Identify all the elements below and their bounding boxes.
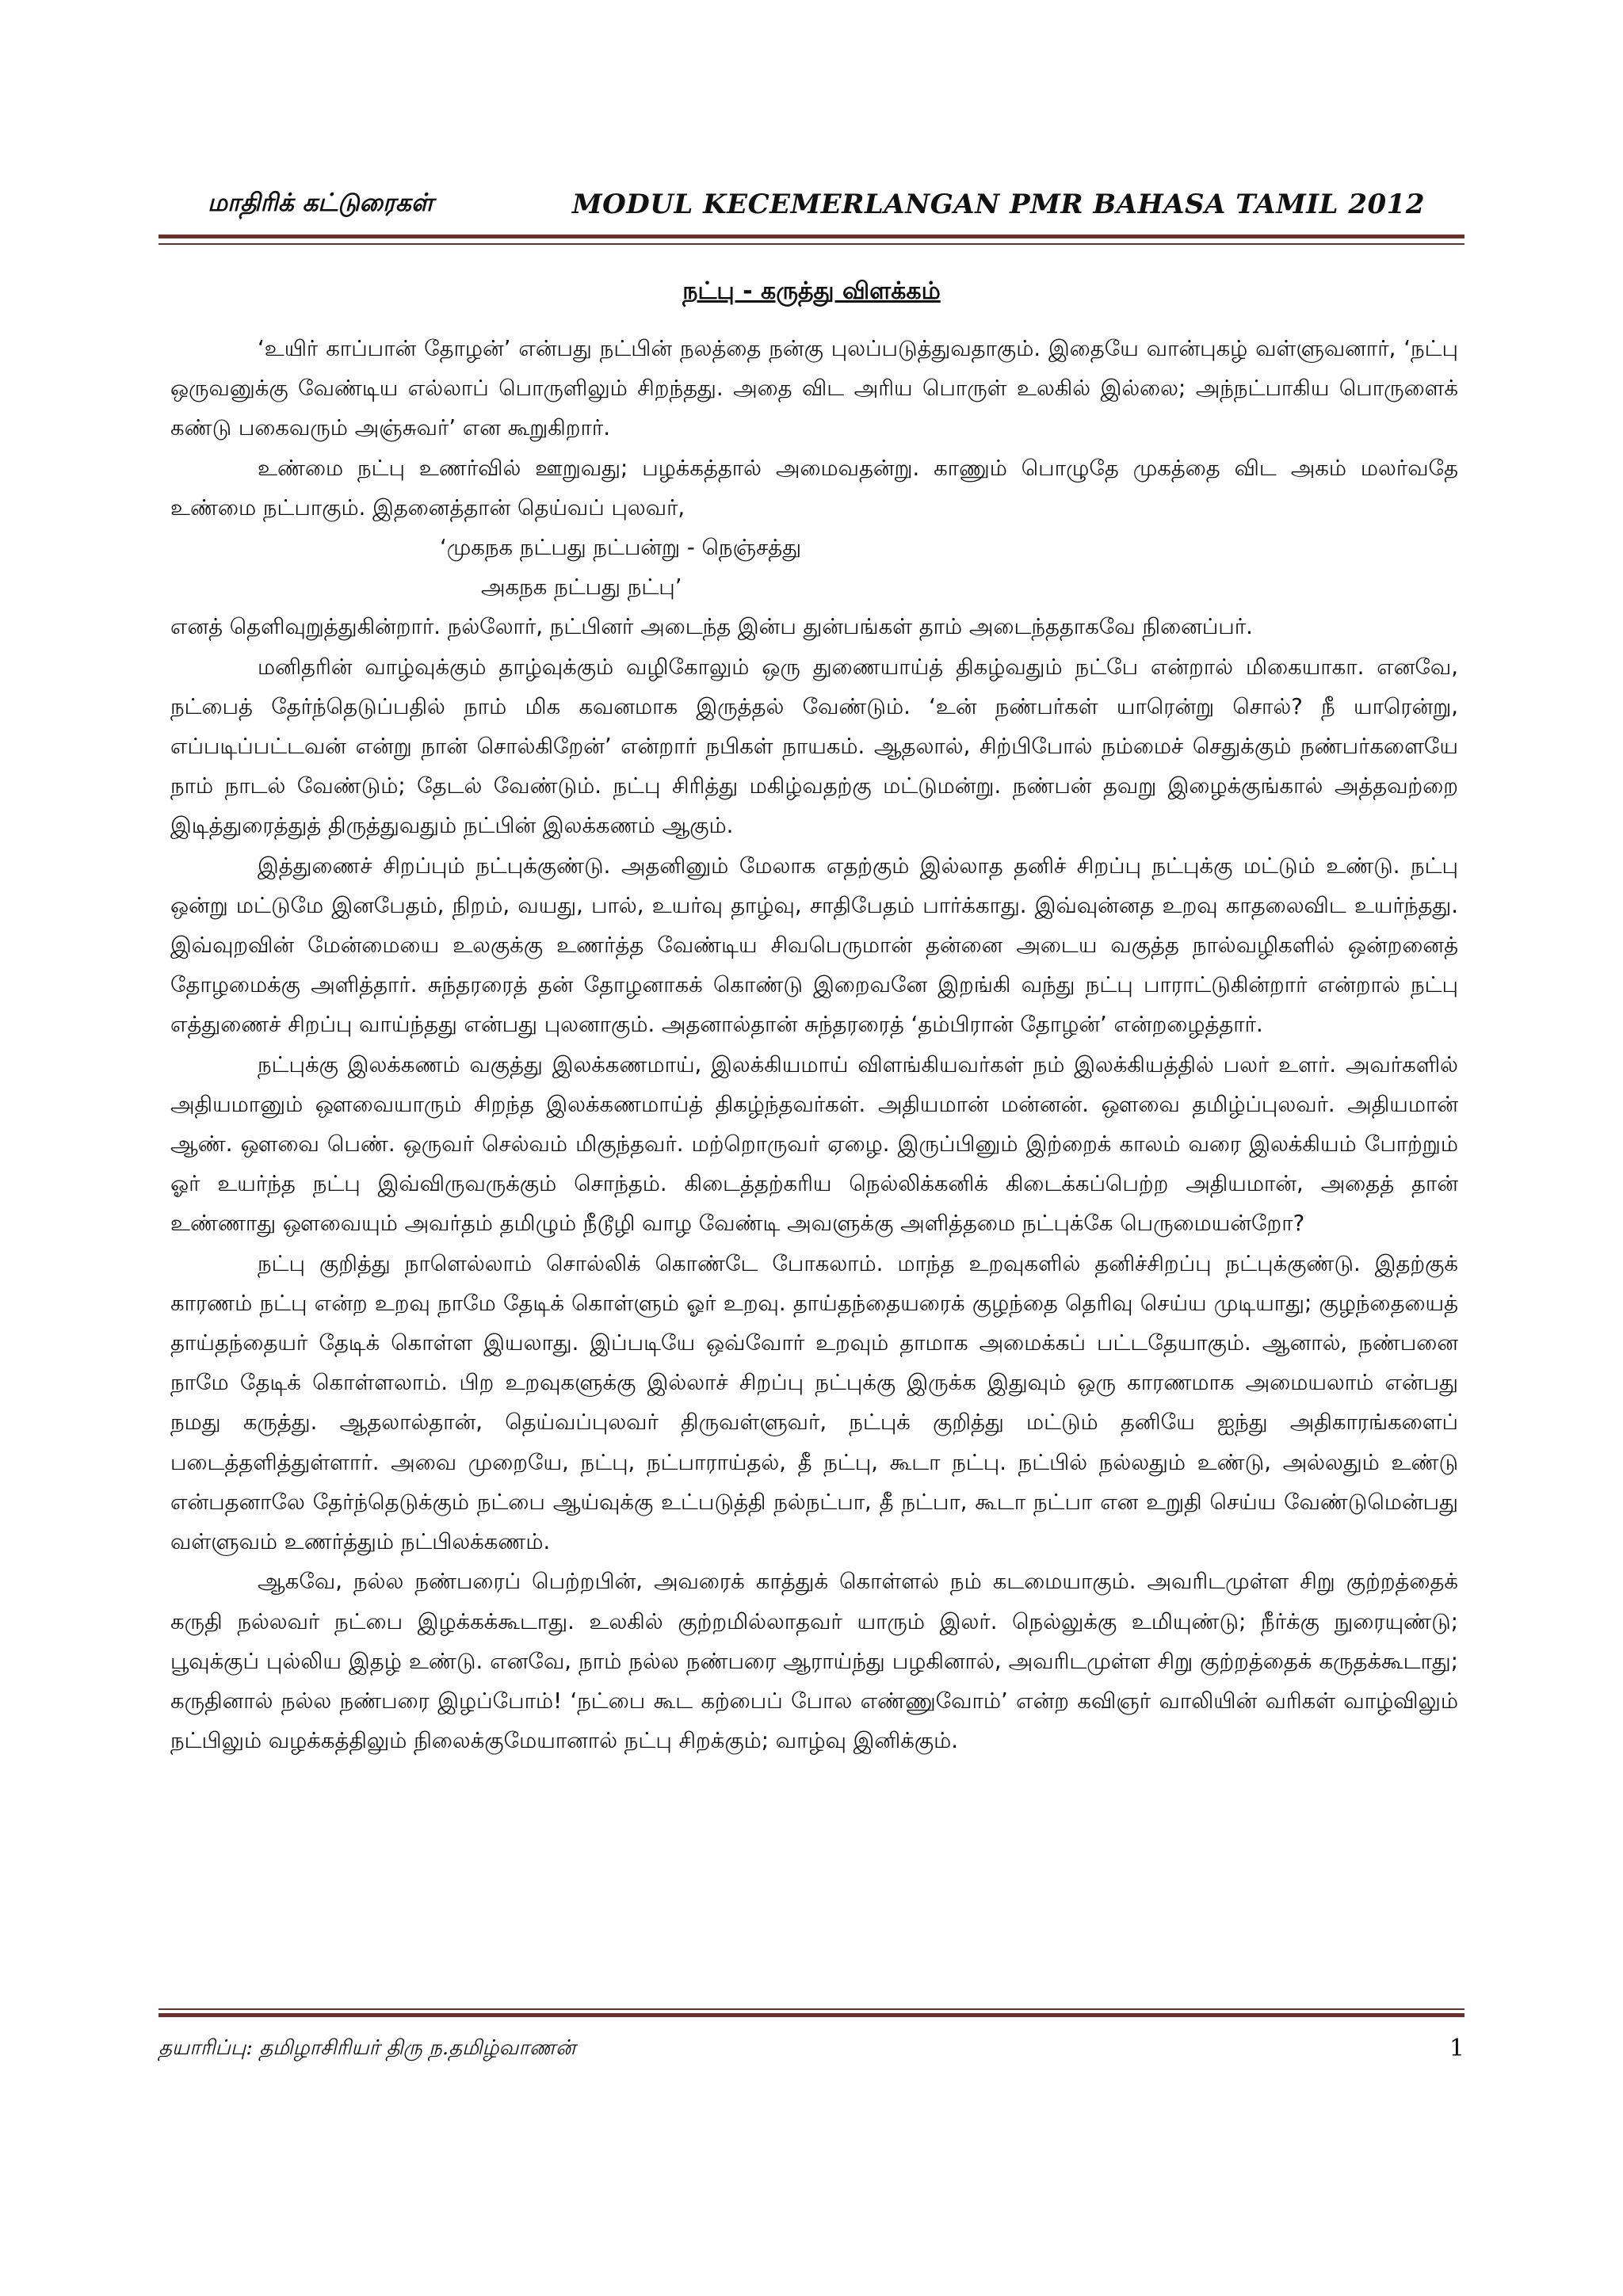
after-verse-text: எனத் தெளிவுறுத்துகின்றார். நல்லோர், நட்பினர் அடைந்த இன்ப துன்பங்கள் தாம் அடைந்ததாகவே நினைப்பர்.: [170, 614, 1253, 640]
verse-quote: [170, 528, 1458, 607]
paragraph-3: மனிதரின் வாழ்வுக்கும் தாழ்வுக்கும் வழிகோலும் ஒரு துணையாய்த் திகழ்வதும் நட்பே என்றால் மிகையாகா. எனவே, நட்பைத் தேர்ந்தெடுப்பதில் நாம் மிக கவனமாக இருத்தல் வேண்டும். ‘உன் நண்பர்கள் யாரென்று சொல்? நீ யாரென்று, எப்படிப்பட்டவன் என்று நான் சொல்கிறேன்’ என்றார் நபிகள் நாயகம். ஆதலால், சிற்பிபோல் நம்மைச் செதுக்கும் நண்பர்களையே நாம் நாடல் வேண்டும்; தேடல் வேண்டும். நட்பு சிரித்து மகிழ்வதற்கு மட்டுமன்று. நண்பன் தவறு இழைக்குங்கால் அத்தவற்றை இடித்துரைத்துத் திருத்துவதும் நட்பின் இலக்கணம் ஆகும்.: [170, 654, 1459, 839]
paragraph-7: ஆகவே, நல்ல நண்பரைப் பெற்றபின், அவரைக் காத்துக் கொள்ளல் நம் கடமையாகும். அவரிடமுள்ள சிறு குற்றத்தைக் கருதி நல்லவர் நட்பை இழக்கக்கூடாது. உலகில் குற்றமில்லாதவர் யாரும் இலர். நெல்லுக்கு உமியுண்டு; நீர்க்கு நுரையுண்டு; பூவுக்குப் புல்லிய இதழ் உண்டு. எனவே, நாம் நல்ல நண்பரை ஆராய்ந்து பழகினால், அவரிடமுள்ள சிறு குற்றத்தைக் கருதக்கூடாது; கருதினால் நல்ல நண்பரை இழப்போம்! ‘நட்பை கூட கற்பைப் போல எண்ணுவோம்’ என்ற கவிஞர் வாலியின் வரிகள் வாழ்விலும் நட்பிலும் வழக்கத்திலும் நிலைக்குமேயானால் நட்பு சிறக்கும்; வாழ்வு இனிக்கும்.: [170, 1569, 1458, 1754]
header-right-title: MODUL KECEMERLANGAN PMR BAHASA TAMIL 2012: [572, 189, 1425, 220]
header-rule-thick: [158, 235, 1465, 238]
verse-line-1: ‘முகநக நட்பது நட்பன்று - நெஞ்சத்து: [440, 535, 802, 561]
header-rule-thin: [158, 243, 1465, 245]
paragraph-1: ‘உயிர் காப்பான் தோழன்’ என்பது நட்பின் நலத்தை நன்கு புலப்படுத்துவதாகும். இதையே வான்புகழ் வள்ளுவனார், ‘நட்பு ஒருவனுக்கு வேண்டிய எல்லாப் பொருளிலும் சிறந்தது. அதை விட அரிய பொருள் உலகில் இல்லை; அந்நட்பாகிய பொருளைக் கண்டு பகைவரும் அஞ்சுவர்’ என கூறுகிறார்.: [170, 336, 1458, 441]
header-left-title: மாதிரிக் கட்டுரைகள்: [208, 189, 433, 217]
essay-title: நட்பு - கருத்து விளக்கம்: [682, 277, 941, 305]
essay-body: [170, 329, 1458, 1760]
paragraph-4: இத்துணைச் சிறப்பும் நட்புக்குண்டு. அதனினும் மேலாக எதற்கும் இல்லாத தனிச் சிறப்பு நட்புக்கு மட்டும் உண்டு. நட்பு ஒன்று மட்டுமே இனபேதம், நிறம், வயது, பால், உயர்வு தாழ்வு, சாதிபேதம் பார்க்காது. இவ்வுன்னத உறவு காதலைவிட உயர்ந்தது. இவ்வுறவின் மேன்மையை உலகுக்கு உணர்த்த வேண்டிய சிவபெருமான் தன்னை அடைய வகுத்த நால்வழிகளில் ஒன்றனைத் தோழமைக்கு அளித்தார். சுந்தரரைத் தன் தோழனாகக் கொண்டு இறைவனே இறங்கி வந்து நட்பு பாராட்டுகின்றார் என்றால் நட்பு எத்துணைச் சிறப்பு வாய்ந்தது என்பது புலனாகும். அதனால்தான் சுந்தரரைத் ‘தம்பிரான் தோழன்’ என்றழைத்தார்.: [170, 852, 1458, 1038]
paragraph-6: நட்பு குறித்து நாளெல்லாம் சொல்லிக் கொண்டே போகலாம். மாந்த உறவுகளில் தனிச்சிறப்பு நட்புக்குண்டு. இதற்குக் காரணம் நட்பு என்ற உறவு நாமே தேடிக் கொள்ளும் ஓர் உறவு. தாய்தந்தையரைக் குழந்தை தெரிவு செய்ய முடியாது; குழந்தையைத் தாய்தந்தையர் தேடிக் கொள்ள இயலாது. இப்படியே ஒவ்வோர் உறவும் தாமாக அமைக்கப் பட்டதேயாகும். ஆனால், நண்பனை நாமே தேடிக் கொள்ளலாம். பிற உறவுகளுக்கு இல்லாச் சிறப்பு நட்புக்கு இருக்க இதுவும் ஒரு காரணமாக அமையலாம் என்பது நமது கருத்து. ஆதலால்தான், தெய்வப்புலவர் திருவள்ளுவர், நட்புக் குறித்து மட்டும் தனியே ஐந்து அதிகாரங்களைப் படைத்தளித்துள்ளார். அவை முறையே, நட்பு, நட்பாராய்தல், தீ நட்பு, கூடா நட்பு. நட்பில் நல்லதும் உண்டு, அல்லதும் உண்டு என்பதனாலே தேர்ந்தெடுக்கும் நட்பை ஆய்வுக்கு உட்படுத்தி நல்நட்பா, தீ நட்பா, கூடா நட்பா என உறுதி செய்ய வேண்டுமென்பது வள்ளுவம் உணர்த்தும் நட்பிலக்கணம்.: [170, 1250, 1458, 1555]
page-number: 1: [1449, 2035, 1465, 2062]
footer-author: தயாரிப்பு: தமிழாசிரியர் திரு ந.தமிழ்வாணன்: [158, 2036, 576, 2060]
page-header: [158, 184, 1465, 231]
verse-line-2: அகநக நட்பது நட்பு’: [481, 574, 682, 601]
paragraph-5: நட்புக்கு இலக்கணம் வகுத்து இலக்கணமாய், இலக்கியமாய் விளங்கியவர்கள் நம் இலக்கியத்தில் பலர் உளர். அவர்களில் அதியமானும் ஔவையாரும் சிறந்த இலக்கணமாய்த் திகழ்ந்தவர்கள். அதியமான் மன்னன். ஔவை தமிழ்ப்புலவர். அதியமான் ஆண். ஔவை பெண். ஒருவர் செல்வம் மிகுந்தவர். மற்றொருவர் ஏழை. இருப்பினும் இற்றைக் காலம் வரை இலக்கியம் போற்றும் ஓர் உயர்ந்த நட்பு இவ்விருவருக்கும் சொந்தம். கிடைத்தற்கரிய நெல்லிக்கனிக் கிடைக்கப்பெற்ற அதியமான், அதைத் தான் உண்ணாது ஔவையும் அவர்தம் தமிழும் நீடூழி வாழ வேண்டி அவளுக்கு அளித்தமை நட்புக்கே பெருமையன்றோ?: [170, 1051, 1458, 1237]
paragraph-2: உண்மை நட்பு உணர்வில் ஊறுவது; பழக்கத்தால் அமைவதன்று. காணும் பொழுதே முகத்தை விட அகம் மலர்வதே உண்மை நட்பாகும். இதனைத்தான் தெய்வப் புலவர்,: [170, 455, 1458, 521]
footer-rule-thin: [158, 2008, 1465, 2010]
footer-rule-thick: [158, 2013, 1465, 2017]
